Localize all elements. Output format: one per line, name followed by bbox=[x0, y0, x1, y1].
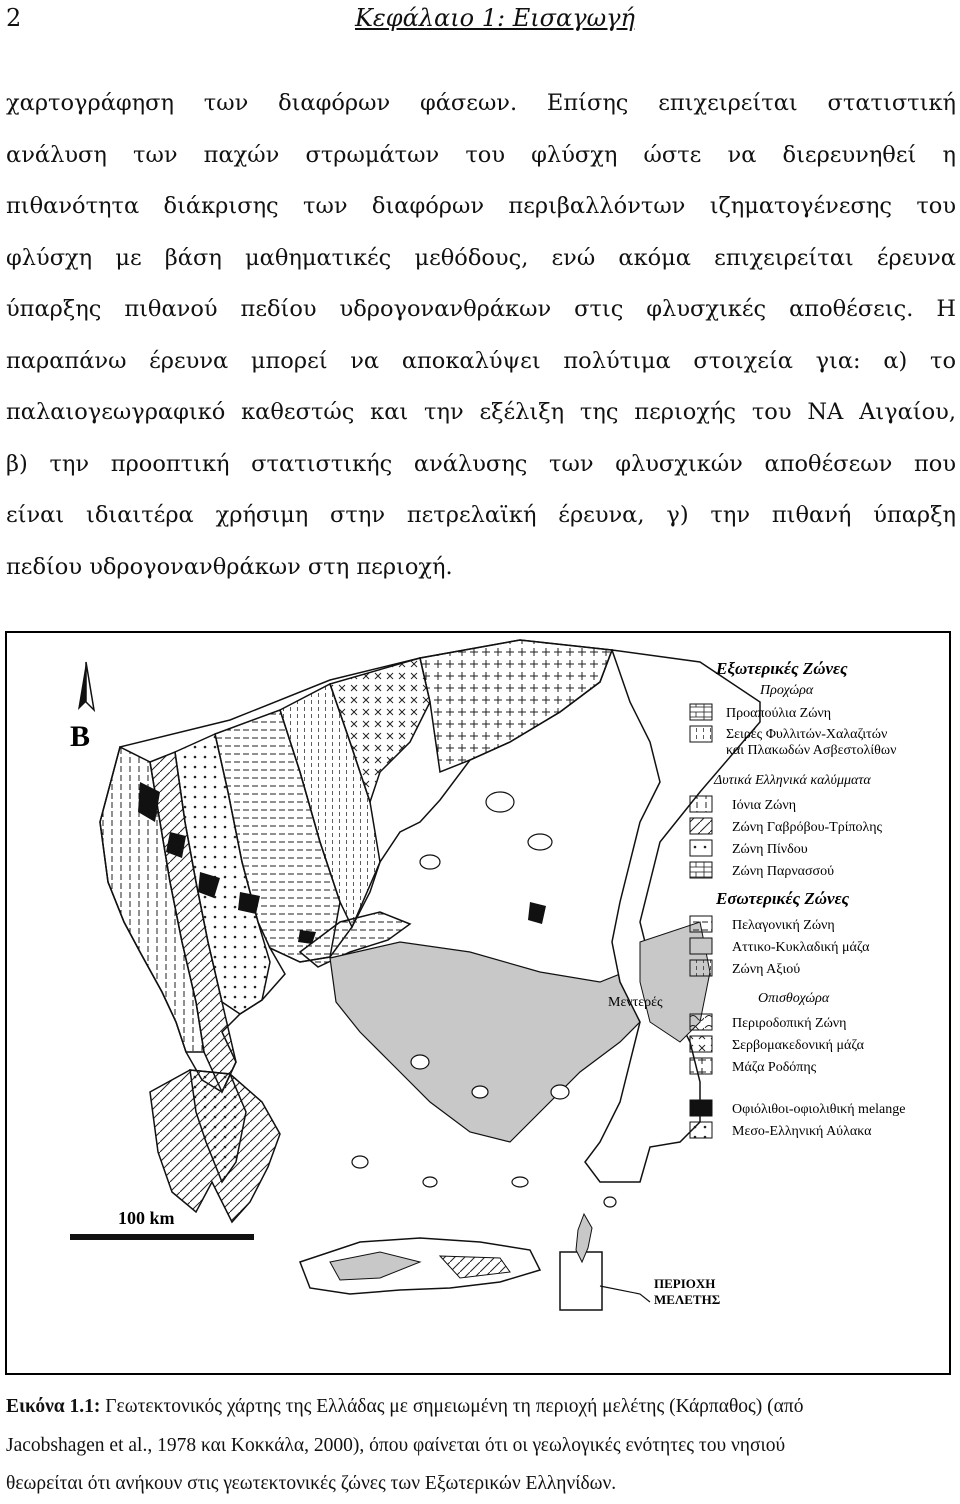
body-line: β) την προοπτική στατιστικής ανάλυσης των φλυσχικών αποθέσεων που bbox=[6, 450, 956, 477]
scale-label: 100 km bbox=[118, 1208, 175, 1228]
svg-text:Αττικο-Κυκλαδική μάζα: Αττικο-Κυκλαδική μάζα bbox=[732, 940, 870, 955]
svg-text:Προαπούλια Ζώνη: Προαπούλια Ζώνη bbox=[726, 706, 832, 721]
svg-text:Σειρές Φυλλιτών-Χαλαζιτών: Σειρές Φυλλιτών-Χαλαζιτών bbox=[726, 727, 888, 742]
svg-text:Ζώνη Γαβρόβου-Τρίπολης: Ζώνη Γαβρόβου-Τρίπολης bbox=[732, 820, 883, 835]
body-paragraph bbox=[6, 78, 956, 593]
body-line: χαρτογράφηση των διαφόρων φάσεων. Επίσης επιχειρείται στατιστική bbox=[6, 90, 956, 116]
body-line: ανάλυση των παχών στρωμάτων του φλύσχη ώστε να διερευνηθεί η bbox=[6, 141, 956, 168]
body-line: παραπάνω έρευνα μπορεί να αποκαλύψει πολύτιμα στοιχεία για: α) το bbox=[6, 347, 956, 374]
body-line: παλαιογεωγραφικό καθεστώς και την εξέλιξη της περιοχής του ΝΑ Αιγαίου, bbox=[6, 399, 956, 425]
figure-caption bbox=[6, 1388, 956, 1504]
svg-text:Ζώνη Πίνδου: Ζώνη Πίνδου bbox=[732, 842, 808, 857]
svg-text:Περιροδοπική Ζώνη: Περιροδοπική Ζώνη bbox=[732, 1016, 847, 1031]
svg-text:Μάζα Ροδόπης: Μάζα Ροδόπης bbox=[732, 1060, 817, 1075]
svg-text:Οπισθοχώρα: Οπισθοχώρα bbox=[758, 991, 830, 1006]
menderes-label: Μεντερές bbox=[608, 995, 663, 1010]
body-line: πιθανότητα διάκρισης των διαφόρων περιβαλλόντων ιζηματογένεσης του bbox=[6, 193, 956, 219]
svg-text:Ζώνη Παρνασσού: Ζώνη Παρνασσού bbox=[732, 864, 835, 879]
body-line: είναι ιδιαιτέρα χρήσιμη στην πετρελαϊκή έρευνα, γ) την πιθανή ύπαρξη bbox=[6, 502, 956, 528]
svg-text:Ζώνη Αξιού: Ζώνη Αξιού bbox=[732, 962, 801, 977]
svg-text:Προχώρα: Προχώρα bbox=[760, 683, 814, 698]
caption-label: Εικόνα 1.1: bbox=[6, 1396, 101, 1417]
caption-text: Jacobshagen et al., 1978 και Κοκκάλα, 2000), όπου φαίνεται ότι οι γεωλογικές ενότητες του νησιού bbox=[6, 1434, 786, 1456]
body-line: ύπαρξης πιθανού πεδίου υδρογονανθράκων στις φλυσχικές αποθέσεις. Η bbox=[6, 296, 956, 322]
svg-text:Δυτικά Ελληνικά καλύμματα: Δυτικά Ελληνικά καλύμματα bbox=[714, 773, 871, 788]
study-area-label: ΠΕΡΙΟΧΗ bbox=[654, 1276, 716, 1291]
svg-text:Ιόνια Ζώνη: Ιόνια Ζώνη bbox=[732, 798, 797, 813]
map-svg bbox=[0, 622, 960, 1377]
svg-text:Μεσο-Ελληνική Αύλακα: Μεσο-Ελληνική Αύλακα bbox=[732, 1124, 872, 1139]
svg-text:και Πλακωδών Ασβεστολίθων: και Πλακωδών Ασβεστολίθων bbox=[726, 743, 897, 758]
body-line: πεδίου υδρογονανθράκων στη περιοχή. bbox=[6, 553, 453, 580]
geotectonic-map-figure bbox=[0, 622, 960, 1377]
body-line: φλύσχη με βάση μαθηματικές μεθόδους, ενώ ακόμα επιχειρείται έρευνα bbox=[6, 244, 956, 271]
page-number: 2 bbox=[6, 4, 22, 32]
svg-text:Οφιόλιθοι-οφιολιθική melange: Οφιόλιθοι-οφιολιθική melange bbox=[732, 1102, 906, 1117]
caption-text: Γεωτεκτονικός χάρτης της Ελλάδας με σημειωμένη τη περιοχή μελέτης (Κάρπαθος) (από bbox=[100, 1396, 804, 1417]
running-title: Κεφάλαιο 1: Εισαγωγή bbox=[355, 4, 635, 32]
caption-text: θεωρείται ότι ανήκουν στις γεωτεκτονικές ζώνες των Εξωτερικών Ελληνίδων. bbox=[6, 1473, 617, 1494]
svg-text:Εσωτερικές Ζώνες: Εσωτερικές Ζώνες bbox=[716, 889, 850, 908]
svg-text:Πελαγονική Ζώνη: Πελαγονική Ζώνη bbox=[732, 918, 835, 933]
svg-text:Εξωτερικές Ζώνες: Εξωτερικές Ζώνες bbox=[716, 659, 848, 678]
scale-bar bbox=[70, 1234, 254, 1240]
study-area-label: ΜΕΛΕΤΗΣ bbox=[654, 1292, 721, 1307]
north-label: Β bbox=[70, 720, 91, 753]
svg-text:Σερβομακεδονική μάζα: Σερβομακεδονική μάζα bbox=[732, 1038, 864, 1053]
page-header bbox=[0, 0, 960, 40]
